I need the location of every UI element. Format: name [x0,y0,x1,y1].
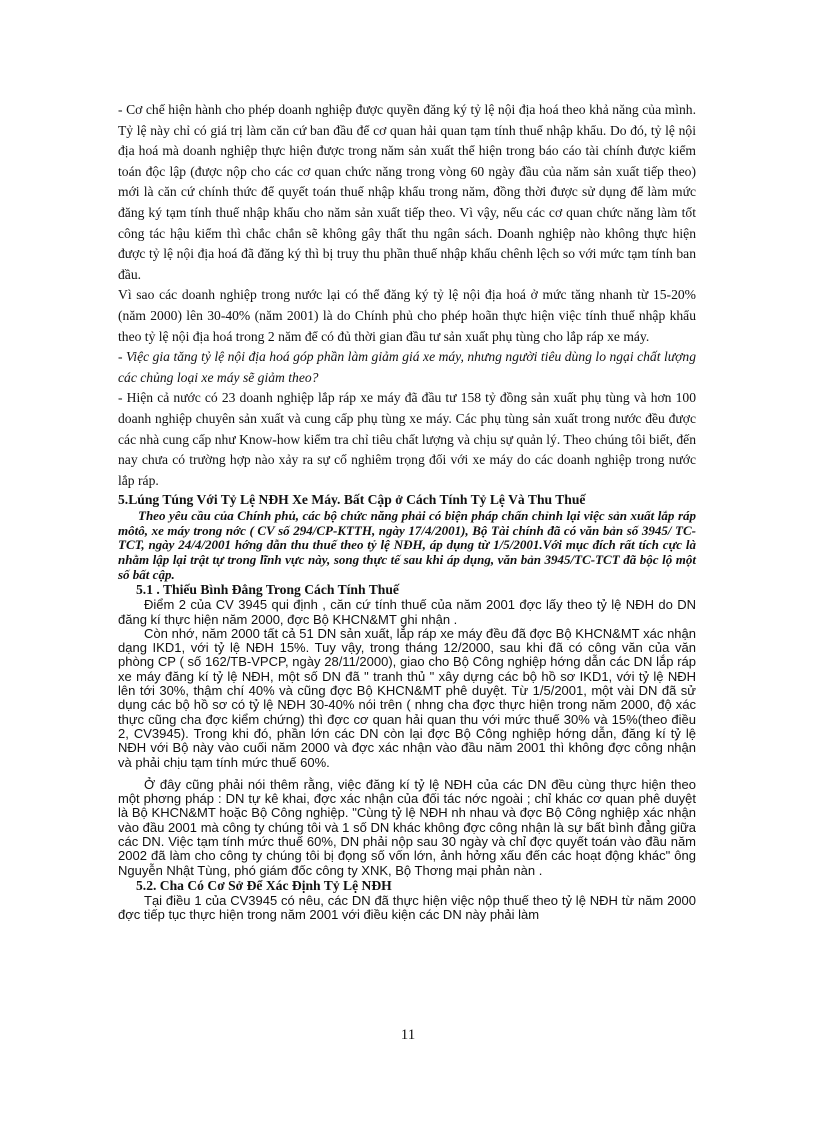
section-5-intro: Theo yêu cầu của Chính phủ, các bộ chức năng phải có biện pháp chấn chỉnh lại việc sản xuất lắp ráp môtô, xe máy trong nớc ( CV số 294/CP-KTTH, ngày 17/4/2001), Bộ Tài chính đã có văn bản số 3945/ TC-TCT, ngày 24/4/2001 hớng dẫn thu thuế theo tỷ lệ NĐH, áp dụng từ 1/5/2001.Với mục đích rất tích cực là nhằm lập lại trật tự trong lĩnh vực này, song thực tế sau khi áp dụng, văn bản 3945/TC-TCT đã bộc lộ một số bất cập. [118,508,696,582]
section-5-1-heading: 5.1 . Thiếu Bình Đẳng Trong Cách Tính Thuế [136,582,399,598]
section-5-2-heading: 5.2. Cha Có Cơ Sở Để Xác Định Tỷ Lệ NĐH [136,877,392,893]
body-paragraph: Vì sao các doanh nghiệp trong nước lại có thể đăng ký tỷ lệ nội địa hoá ở mức tăng nhanh từ 15-20% (năm 2000) lên 30-40% (năm 2001) là do Chính phủ cho phép hoãn thực hiện việc tính thuế nhập khẩu theo tỷ lệ nội địa hoá trong 2 năm để có đủ thời gian đầu tư sản xuất phụ tùng cho lắp ráp xe máy. [118,287,696,344]
page-number: 11 [400,1027,416,1043]
section-5-2-paragraph: Tại điều 1 của CV3945 có nêu, các DN đã thực hiện việc nộp thuế theo tỷ lệ NĐH từ năm 2000 đợc tiếp tục thực hiện trong năm 2001 với điều kiện các DN này phải làm [118,892,696,923]
document-page [118,100,696,922]
section-5-heading: 5.Lúng Túng Với Tỷ Lệ NĐH Xe Máy. Bất Cập ở Cách Tính Tỷ Lệ Và Thu Thuế [118,492,586,508]
section-5-1-paragraph: Điểm 2 của CV 3945 qui định , căn cứ tính thuế của năm 2001 đợc lấy theo tỷ lệ NĐH do DN đăng kí thực hiện năm 2000, đợc Bộ KHCN&MT ghi nhận . [118,597,696,627]
section-5-1-paragraph: Còn nhớ, năm 2000 tất cả 51 DN sản xuất, lắp ráp xe máy đều đã đợc Bộ KHCN&MT xác nhận dạng IKD1, với tỷ lệ NĐH 15%. Tuy vậy, trong tháng 12/2000, sau khi đã có công văn của văn phòng CP ( số 162/TB-VPCP, ngày 28/11/2000), giao cho Bộ Công nghiệp hớng dẫn các DN lắp ráp xe máy đăng kí tỷ lệ NĐH, một số DN đã " tranh thủ " xây dựng các bộ hồ sơ IKD1, với tỷ lệ NĐH lên tới 30%, thậm chí 40% và cũng đợc Bộ KHCN&MT phê duyệt. Từ 1/5/2001, một vài DN đã sử dụng các bộ hồ sơ có tỷ lệ NĐH 30-40% nói trên ( nhng cha đợc thực hiện trong năm 2000, độ xác thực cũng cha đợc kiểm chứng) thì đợc cơ quan hải quan thu với mức thuế 30% và 15%(theo điều 2, CV3945). Trong khi đó, phần lớn các DN còn lại đợc Bộ Công nghiệp hớng dẫn, đăng kí tỷ lệ NĐH với Bộ này vào cuối năm 2000 và đợc xác nhận vào đầu năm 2001 thì không đợc công nhận và phải chịu tạm tính mức thuế 60%. [118,625,696,770]
section-5-1-paragraph: Ở đây cũng phải nói thêm rằng, việc đăng kí tỷ lệ NĐH của các DN đều cùng thực hiện theo một phơng pháp : DN tự kê khai, đợc xác nhận của đối tác nớc ngoài ; chỉ khác cơ quan phê duyệt là Bộ KHCN&MT hoặc Bộ Công nghiệp. "Cùng tỷ lệ NĐH nh nhau và đợc Bộ Công nghiệp xác nhận vào đầu 2001 mà công ty chúng tôi và 1 số DN khác không đợc công nhận là sự bất bình đẳng giữa các DN. Việc tạm tính mức thuế 60%, DN phải nộp sau 30 ngày và chỉ đợc quyết toán vào đầu năm 2002 đã làm cho công ty chúng tôi bị đọng số vốn lớn, ảnh hởng xấu đến các hoạt động khác" ông Nguyễn Nhật Tùng, phó giám đốc công ty XNK, Bộ Thơng mại phản nàn . [118,776,696,878]
question-paragraph: - Việc gia tăng tỷ lệ nội địa hoá góp phần làm giảm giá xe máy, nhưng người tiêu dùng lo ngại chất lượng các chủng loại xe máy sẽ giảm theo? [118,349,696,385]
body-paragraph: - Cơ chế hiện hành cho phép doanh nghiệp được quyền đăng ký tỷ lệ nội địa hoá theo khả năng của mình. Tỷ lệ này chỉ có giá trị làm căn cứ ban đầu để cơ quan hải quan tạm tính thuế nhập khẩu. Do đó, tỷ lệ nội địa hoá mà doanh nghiệp thực hiện được trong năm sản xuất thể hiện trong báo cáo tài chính được kiểm toán độc lập (được nộp cho các cơ quan chức năng trong vòng 60 ngày đầu của năm sản xuất tiếp theo) mới là căn cứ chính thức để quyết toán thuế nhập khẩu trong năm, đồng thời được sử dụng để làm mức đăng ký tạm tính thuế nhập khẩu cho năm sản xuất tiếp theo. Vì vậy, nếu các cơ quan chức năng làm tốt công tác hậu kiểm thì chắc chắn sẽ không gây thất thu ngân sách. Doanh nghiệp nào không thực hiện được tỷ lệ nội địa hoá đã đăng ký thì bị truy thu phần thuế nhập khẩu chênh lệch so với mức tạm tính ban đầu. [118,102,696,282]
answer-paragraph: - Hiện cả nước có 23 doanh nghiệp lắp ráp xe máy đã đầu tư 158 tỷ đồng sản xuất phụ tùng và hơn 100 doanh nghiệp chuyên sản xuất và cung cấp phụ tùng xe máy. Các phụ tùng sản xuất trong nước đều được các nhà cung cấp như Know-how kiểm tra chỉ tiêu chất lượng và chịu sự quản lý. Theo chúng tôi biết, đến nay chưa có trường hợp nào xảy ra sự cố nghiêm trọng đối với xe máy do các doanh nghiệp trong nước lắp ráp. [118,390,696,488]
